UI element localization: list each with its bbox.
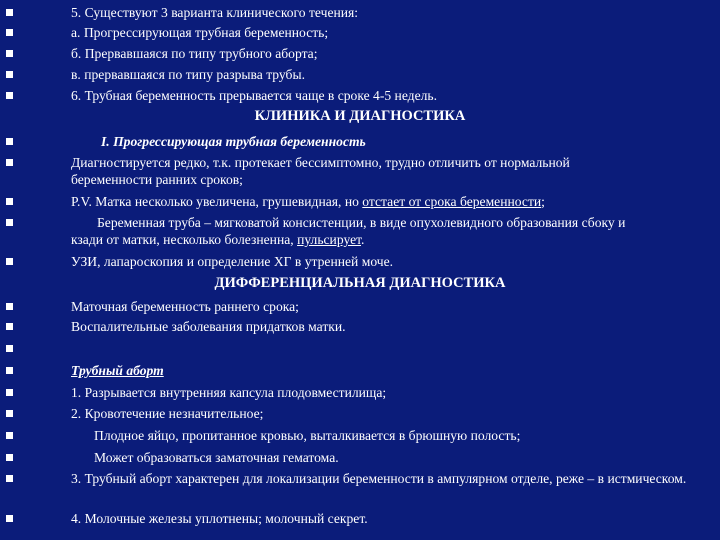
ultrasound-text: УЗИ, лапароскопия и определение ХГ в утренней моче. <box>71 254 394 269</box>
clinical-course-intro: 5. Существуют 3 варианта клинического течения: <box>71 5 359 20</box>
section-heading-clinic: КЛИНИКА И ДИАГНОСТИКА <box>254 108 466 124</box>
bullet-icon <box>6 50 13 57</box>
bullet-icon <box>6 92 13 99</box>
diagnosis-text: Диагностируется редко, т.к. протекает бессимптомно, трудно отличить от нормальной беременности ранних сроков; <box>71 155 570 187</box>
bullet-icon <box>6 71 13 78</box>
bullet-icon <box>6 345 13 352</box>
abortion-item-egg: Плодное яйцо, пропитанное кровью, выталкивается в брюшную полость; <box>94 428 521 443</box>
tube-text-start: Беременная труба – мягковатой консистенции, в виде опухолевидного образования сбоку и кзади от матки, несколько болезненна, <box>71 215 626 247</box>
abortion-item-2: 2. Кровотечение незначительное; <box>71 406 264 421</box>
termination-term: 6. Трубная беременность прерывается чаще в сроке 4-5 недель. <box>71 88 438 103</box>
abortion-item-hematoma: Может образоваться заматочная гематома. <box>94 450 339 465</box>
subheading-progressive: I. Прогрессирующая трубная беременность <box>101 134 366 149</box>
pv-text-start: P.V. Матка несколько увеличена, грушевидная, но <box>71 194 363 209</box>
section-heading-diff: ДИФФЕРЕНЦИАЛЬНАЯ ДИАГНОСТИКА <box>214 275 506 291</box>
bullet-icon <box>6 159 13 166</box>
bullet-icon <box>6 410 13 417</box>
subheading-tubal-abortion: Трубный аборт <box>71 363 164 378</box>
bullet-icon <box>6 258 13 265</box>
bullet-icon <box>6 454 13 461</box>
bullet-icon <box>6 323 13 330</box>
bullet-icon <box>6 198 13 205</box>
bullet-icon <box>6 515 13 522</box>
variant-c: в. прервавшаяся по типу разрыва трубы. <box>71 67 305 82</box>
variant-a: а. Прогрессирующая трубная беременность; <box>71 25 329 40</box>
bullet-icon <box>6 389 13 396</box>
pv-text-end: ; <box>541 194 545 209</box>
pv-text <box>71 193 702 210</box>
variant-b: б. Прервавшаяся по типу трубного аборта; <box>71 46 318 61</box>
bullet-icon <box>6 29 13 36</box>
pv-text-underlined: отстает от срока беременности <box>362 194 542 209</box>
abortion-item-1: 1. Разрывается внутренняя капсула плодовместилища; <box>71 385 387 400</box>
tube-text-end: . <box>361 232 365 247</box>
abortion-item-3: 3. Трубный аборт характерен для локализации беременности в ампулярном отделе, реже – в истмическом. <box>71 471 687 486</box>
diff-item-1: Маточная беременность раннего срока; <box>71 299 299 314</box>
bullet-icon <box>6 219 13 226</box>
abortion-item-4: 4. Молочные железы уплотнены; молочный секрет. <box>71 511 368 526</box>
bullet-icon <box>6 475 13 482</box>
diff-item-2: Воспалительные заболевания придатков матки. <box>71 319 346 334</box>
tube-text-underlined: пульсирует <box>297 232 362 247</box>
bullet-icon <box>6 9 13 16</box>
tube-text <box>71 214 631 248</box>
bullet-icon <box>6 138 13 145</box>
bullet-icon <box>6 432 13 439</box>
bullet-icon <box>6 367 13 374</box>
bullet-icon <box>6 303 13 310</box>
